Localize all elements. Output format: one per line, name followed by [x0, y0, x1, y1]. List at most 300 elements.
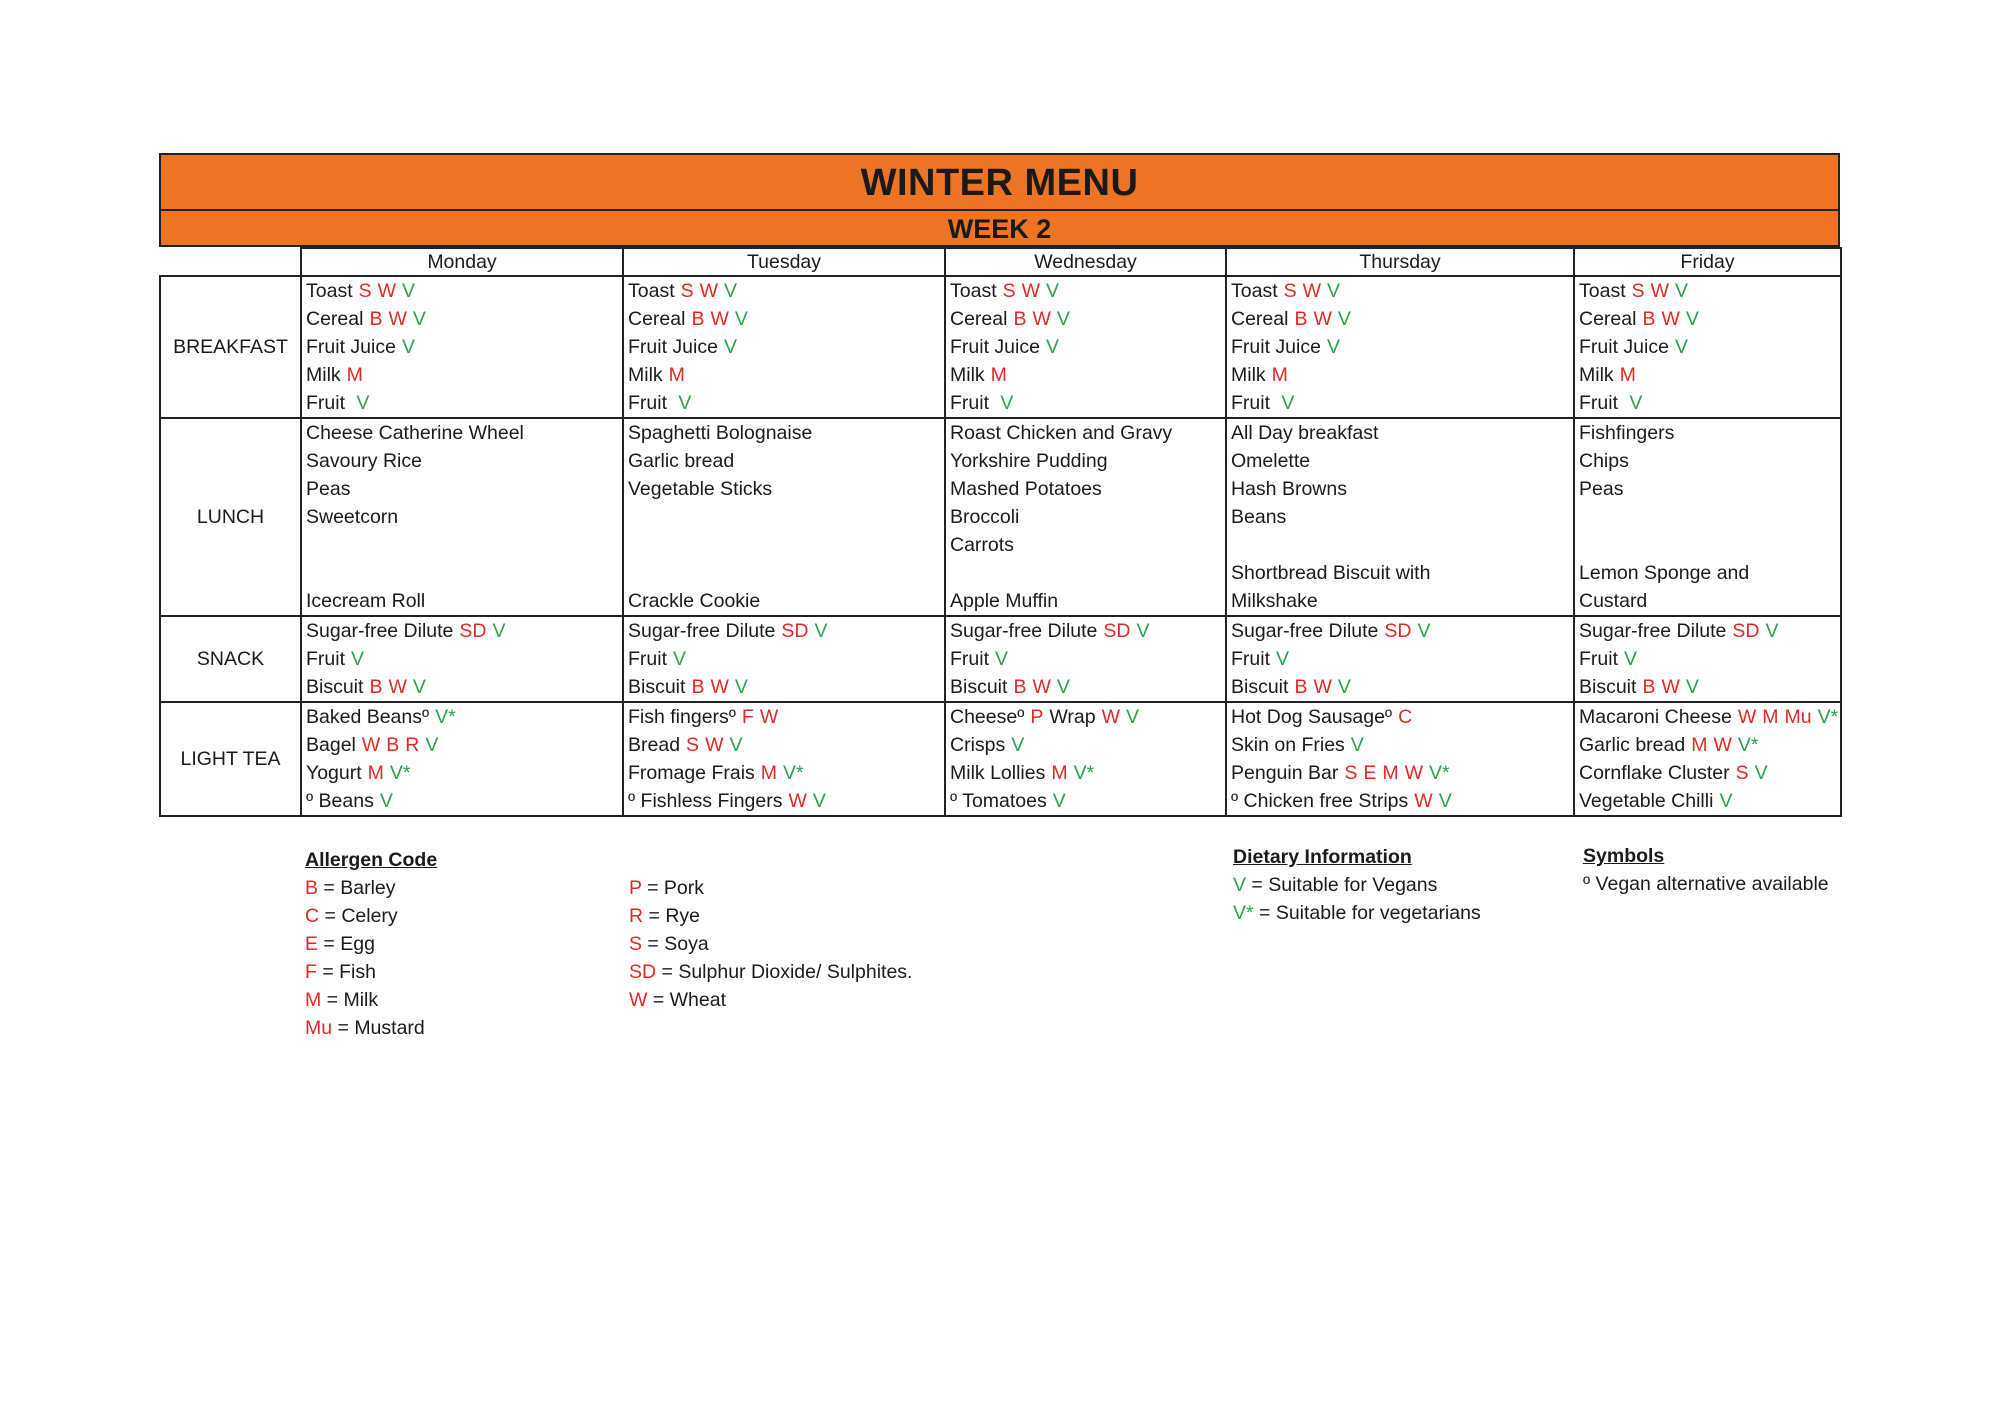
menu-item: [1231, 475, 1569, 503]
menu-item: [1231, 419, 1569, 447]
menu-item: [1231, 361, 1569, 389]
code-allergen: SD: [781, 620, 809, 642]
menu-item: [1231, 587, 1569, 615]
code-dietary: V: [1685, 308, 1699, 330]
legend-text: = Suitable for vegetarians: [1253, 902, 1481, 924]
code-allergen: M: [1051, 762, 1068, 784]
code-dietary: V: [1350, 734, 1364, 756]
code-dietary: V: [1136, 620, 1150, 642]
menu-item: [628, 731, 940, 759]
menu-item-name: Fishfingers: [1579, 422, 1675, 444]
code-allergen: M: [1271, 364, 1288, 386]
legend-code: F: [305, 961, 317, 983]
menu-item-name: Vegetable Sticks: [628, 478, 773, 500]
legend-code: V*: [1233, 902, 1254, 924]
menu-cell: [1226, 616, 1574, 702]
code-allergen: B: [1642, 676, 1656, 698]
menu-cell: [945, 616, 1226, 702]
code-allergen: W: [788, 790, 807, 812]
menu-item-name: Bread: [628, 734, 681, 756]
code-dietary: V: [1765, 620, 1779, 642]
menu-item: [306, 305, 618, 333]
menu-item-name: Roast Chicken and Gravy: [950, 422, 1173, 444]
menu-item: [1231, 645, 1569, 673]
code-dietary: V: [356, 392, 370, 414]
menu-item: [1231, 447, 1569, 475]
menu-item-name: Toast: [1231, 280, 1278, 302]
day-header: Tuesday: [623, 248, 945, 276]
menu-item: [1231, 617, 1569, 645]
menu-item-name: Skin on Fries: [1231, 734, 1345, 756]
code-allergen: W: [1414, 790, 1433, 812]
code-dietary: V: [401, 336, 415, 358]
menu-item: [1579, 703, 1839, 731]
cell-items: [1231, 277, 1569, 417]
menu-item-name: Fromage Frais: [628, 762, 755, 784]
symbols-heading: Symbols: [1583, 845, 1665, 867]
allergen-code-col2: [629, 874, 912, 1014]
menu-item-name: Biscuit: [1579, 676, 1637, 698]
code-allergen: B: [1294, 308, 1308, 330]
code-allergen: W: [1032, 308, 1051, 330]
menu-item: [1579, 361, 1836, 389]
code-allergen: W: [1101, 706, 1121, 728]
cell-items: [1231, 419, 1569, 615]
code-dietary: V: [1126, 706, 1140, 728]
menu-cell: [623, 616, 945, 702]
code-dietary: V: [1719, 790, 1733, 812]
menu-item: [1579, 305, 1836, 333]
menu-item-name: Cereal: [628, 308, 686, 330]
menu-item-name: All Day breakfast: [1231, 422, 1379, 444]
code-dietary: V: [995, 648, 1009, 670]
menu-item-name: Fruit: [628, 392, 673, 414]
legend-entry: [629, 986, 912, 1014]
code-dietary: V: [678, 392, 692, 414]
code-allergen: S: [680, 280, 694, 302]
menu-item: [950, 787, 1221, 815]
menu-item: [628, 389, 940, 417]
meal-row-breakfast: [160, 276, 1841, 418]
allergen-code-heading: Allergen Code: [305, 849, 438, 871]
menu-item: [306, 587, 618, 615]
code-allergen: W: [1302, 280, 1322, 302]
code-allergen: E: [1363, 762, 1377, 784]
code-allergen: S: [1735, 762, 1749, 784]
menu-item: [628, 419, 940, 447]
code-dietary: V: [814, 620, 828, 642]
dietary-heading: Dietary Information: [1233, 846, 1412, 868]
menu-cell: [1574, 616, 1841, 702]
menu-item-name: Milk Lollies: [950, 762, 1046, 784]
menu-item-name: Cereal: [1579, 308, 1637, 330]
menu-item: [1579, 277, 1836, 305]
code-allergen: W: [1737, 706, 1757, 728]
menu-item: [628, 277, 940, 305]
code-allergen: W: [1713, 734, 1732, 756]
menu-item-name: Crackle Cookie: [628, 590, 761, 612]
legend-code: E: [305, 933, 319, 955]
menu-item: [1231, 503, 1569, 531]
menu-item: [306, 419, 618, 447]
code-allergen: S: [686, 734, 700, 756]
cell-items: [306, 419, 618, 615]
code-allergen: W: [377, 280, 397, 302]
code-dietary: V: [1674, 336, 1688, 358]
menu-item: [950, 531, 1221, 559]
menu-table: [159, 247, 1842, 817]
legend-entry: [305, 902, 437, 930]
menu-item: [950, 731, 1221, 759]
menu-item-name: Chips: [1579, 450, 1629, 472]
code-dietary: V: [1046, 280, 1060, 302]
menu-item: [306, 673, 618, 701]
menu-item-name: º Beans: [306, 790, 374, 812]
legend-entry: [305, 986, 437, 1014]
legend-entry: [1233, 871, 1481, 899]
code-allergen: W: [1650, 280, 1670, 302]
menu-item: [628, 617, 940, 645]
menu-item: [306, 503, 618, 531]
legend-entry: [305, 958, 437, 986]
menu-cell: [1574, 276, 1841, 418]
menu-cell: [623, 276, 945, 418]
legend-text: = Pork: [641, 877, 704, 899]
menu-item-name: Shortbread Biscuit with: [1231, 562, 1431, 584]
legend-text: = Egg: [318, 933, 375, 955]
legend-entry: [629, 930, 912, 958]
menu-item-name: º Tomatoes: [950, 790, 1047, 812]
legend-text: = Suitable for Vegans: [1246, 874, 1438, 896]
menu-item: [950, 277, 1221, 305]
menu-item-name: Milkshake: [1231, 590, 1318, 612]
menu-item: [1231, 759, 1569, 787]
legend-code: W: [629, 989, 648, 1011]
menu-item: [1579, 333, 1836, 361]
menu-item-name: Savoury Rice: [306, 450, 422, 472]
code-dietary: V: [1000, 392, 1014, 414]
code-allergen: W: [1661, 308, 1680, 330]
meal-label: LUNCH: [160, 418, 301, 616]
code-allergen: W: [759, 706, 779, 728]
menu-item-name: Fruit: [950, 648, 989, 670]
code-dietary: V: [379, 790, 393, 812]
code-allergen: M: [1691, 734, 1708, 756]
menu-item: [950, 617, 1221, 645]
menu-title: WINTER MENU: [159, 153, 1840, 211]
code-allergen: B: [691, 308, 705, 330]
code-dietary: V: [492, 620, 506, 642]
code-allergen: W: [710, 676, 729, 698]
menu-item-name: Biscuit: [1231, 676, 1289, 698]
code-allergen: F: [741, 706, 754, 728]
menu-item: [628, 361, 940, 389]
code-dietary: V: [1629, 392, 1643, 414]
code-dietary: V: [425, 734, 439, 756]
code-allergen: W: [1313, 676, 1332, 698]
legend-code: P: [629, 877, 642, 899]
code-allergen: W: [1021, 280, 1041, 302]
menu-item-name: Fruit Juice: [1231, 336, 1321, 358]
menu-item: [950, 759, 1221, 787]
cell-items: [628, 419, 940, 615]
meal-label: SNACK: [160, 616, 301, 702]
code-allergen: B: [386, 734, 400, 756]
menu-item-name: Peas: [306, 478, 351, 500]
menu-item: [1231, 787, 1569, 815]
code-dietary: V*: [389, 762, 411, 784]
legend-text: = Celery: [319, 905, 398, 927]
menu-item: [628, 475, 940, 503]
cell-items: [628, 277, 940, 417]
menu-item-name: Fruit Juice: [306, 336, 396, 358]
cell-items: [306, 703, 618, 815]
legend-entry: [305, 1014, 437, 1042]
legend-code: M: [305, 989, 322, 1011]
code-dietary: V: [1675, 280, 1689, 302]
menu-item: [306, 731, 618, 759]
menu-cell: [945, 276, 1226, 418]
code-dietary: V*: [783, 762, 804, 784]
menu-item-name: Crisps: [950, 734, 1006, 756]
menu-item: [628, 447, 940, 475]
code-allergen: P: [1030, 706, 1044, 728]
cell-items: [1231, 703, 1569, 815]
meal-row-light-tea: [160, 702, 1841, 816]
menu-item-name: Cereal: [950, 308, 1008, 330]
code-dietary: V*: [1073, 762, 1095, 784]
menu-item-name: Hot Dog Sausageº: [1231, 706, 1393, 728]
menu-item-name: Broccoli: [950, 506, 1020, 528]
legend-entry: [305, 930, 437, 958]
menu-item-name: Fruit Juice: [628, 336, 718, 358]
menu-cell: [301, 276, 623, 418]
legend-text: = Barley: [318, 877, 396, 899]
code-allergen: M: [1619, 364, 1636, 386]
legend-text: = Milk: [321, 989, 379, 1011]
cell-items: [1231, 617, 1569, 701]
cell-items: [628, 703, 940, 815]
menu-item: [950, 645, 1221, 673]
menu-item: [306, 703, 618, 731]
legend-entry: [629, 958, 912, 986]
cell-items: [306, 277, 618, 417]
code-dietary: V: [402, 280, 416, 302]
menu-item-name: Fruit: [306, 392, 351, 414]
code-allergen: W: [1032, 676, 1051, 698]
menu-sheet: [159, 153, 1840, 817]
day-header: Wednesday: [945, 248, 1226, 276]
menu-item: [1579, 731, 1836, 759]
legend-entry: [305, 874, 437, 902]
menu-item: [1231, 559, 1569, 587]
cell-items: [950, 277, 1221, 417]
menu-item-name: Cheeseº: [950, 706, 1025, 728]
menu-item-name: Fish fingersº: [628, 706, 736, 728]
menu-item-name: Hash Browns: [1231, 478, 1347, 500]
code-dietary: V*: [1429, 762, 1450, 784]
menu-item: [1231, 389, 1569, 417]
menu-item: [1579, 645, 1836, 673]
legend-text: = Fish: [316, 961, 376, 983]
cell-items: [950, 617, 1221, 701]
legend-text: = Mustard: [332, 1017, 425, 1039]
menu-item: [1231, 277, 1569, 305]
code-dietary: V: [723, 336, 737, 358]
code-dietary: V: [812, 790, 826, 812]
menu-item-name: Apple Muffin: [950, 590, 1059, 612]
code-allergen: W: [361, 734, 381, 756]
code-allergen: SD: [1103, 620, 1131, 642]
spacer: [306, 531, 618, 587]
code-allergen: W: [388, 676, 407, 698]
cell-items: [950, 703, 1221, 815]
menu-item-name: Biscuit: [950, 676, 1008, 698]
meal-label: BREAKFAST: [160, 276, 301, 418]
menu-item: [628, 587, 940, 615]
menu-item-name: Fruit: [1579, 392, 1624, 414]
spacer: [950, 559, 1221, 587]
menu-item: [1231, 305, 1569, 333]
menu-item: [950, 389, 1221, 417]
code-dietary: V: [1056, 308, 1070, 330]
legend-entry: [1233, 899, 1481, 927]
menu-cell: [945, 702, 1226, 816]
code-dietary: V: [412, 676, 426, 698]
menu-item-name-cont: Wrap: [1049, 706, 1096, 728]
code-dietary: V: [729, 734, 743, 756]
menu-item-name: Spaghetti Bolognaise: [628, 422, 813, 444]
menu-item: [950, 587, 1221, 615]
corner-cell: [160, 248, 301, 276]
menu-item: [1579, 389, 1836, 417]
menu-item-name: Fruit Juice: [1579, 336, 1669, 358]
menu-item-name: Fruit: [628, 648, 667, 670]
menu-item: [950, 447, 1221, 475]
menu-cell: [623, 418, 945, 616]
code-allergen: S: [1002, 280, 1016, 302]
code-allergen: M: [668, 364, 685, 386]
code-allergen: W: [1661, 676, 1680, 698]
legend-code: R: [629, 905, 644, 927]
code-dietary: V: [1438, 790, 1452, 812]
menu-item-name: Fruit: [306, 648, 345, 670]
code-allergen: SD: [1732, 620, 1760, 642]
menu-item-name: Sugar-free Dilute: [950, 620, 1098, 642]
code-dietary: V: [1011, 734, 1025, 756]
menu-item-name: Fruit: [1231, 392, 1276, 414]
legend-code: SD: [629, 961, 657, 983]
menu-cell: [1226, 276, 1574, 418]
code-allergen: W: [699, 280, 719, 302]
code-allergen: S: [358, 280, 372, 302]
menu-item: [1579, 759, 1836, 787]
menu-item-name: Omelette: [1231, 450, 1311, 472]
code-dietary: V*: [435, 706, 456, 728]
legend-text: = Sulphur Dioxide/ Sulphites.: [656, 961, 913, 983]
spacer: [1579, 503, 1836, 559]
code-dietary: V: [1052, 790, 1066, 812]
menu-item-name: º Fishless Fingers: [628, 790, 783, 812]
menu-item: [628, 645, 940, 673]
day-header: Thursday: [1226, 248, 1574, 276]
menu-cell: [1226, 702, 1574, 816]
menu-cell: [301, 616, 623, 702]
legend-code: C: [305, 905, 320, 927]
menu-item: [1231, 673, 1569, 701]
menu-item: [1231, 703, 1569, 731]
code-dietary: V: [1685, 676, 1699, 698]
menu-item-name: Toast: [306, 280, 353, 302]
menu-item-name: Peas: [1579, 478, 1624, 500]
menu-item-name: Carrots: [950, 534, 1014, 556]
code-allergen: M: [1762, 706, 1779, 728]
allergen-code-col1: [305, 846, 437, 1042]
menu-cell: [1574, 702, 1841, 816]
menu-item-name: Cereal: [306, 308, 364, 330]
day-header-row: [160, 248, 1841, 276]
meal-label: LIGHT TEA: [160, 702, 301, 816]
code-dietary: V: [1754, 762, 1768, 784]
code-allergen: M: [760, 762, 778, 784]
menu-item-name: Sugar-free Dilute: [1231, 620, 1379, 642]
legend-code: S: [629, 933, 643, 955]
cell-items: [1579, 703, 1839, 815]
legend-code: B: [305, 877, 319, 899]
menu-item-name: Yogurt: [306, 762, 362, 784]
cell-items: [950, 419, 1221, 615]
menu-item-name: Fruit: [1231, 648, 1270, 670]
menu-item-name: Cereal: [1231, 308, 1289, 330]
menu-item-name: Sugar-free Dilute: [306, 620, 454, 642]
menu-item-name: Biscuit: [628, 676, 686, 698]
menu-item: [628, 703, 940, 731]
code-dietary: V: [1276, 648, 1290, 670]
menu-item: [306, 617, 618, 645]
menu-item-name: Garlic bread: [1579, 734, 1686, 756]
code-allergen: M: [990, 364, 1007, 386]
menu-item: [950, 673, 1221, 701]
menu-item-name: Milk: [950, 364, 985, 386]
menu-item: [950, 503, 1221, 531]
code-allergen: B: [1013, 308, 1027, 330]
code-allergen: M: [367, 762, 384, 784]
menu-item: [306, 759, 618, 787]
legend-text: = Rye: [643, 905, 700, 927]
menu-item: [628, 673, 940, 701]
cell-items: [306, 617, 618, 701]
menu-item-name: Toast: [950, 280, 997, 302]
code-dietary: V: [1326, 336, 1340, 358]
menu-item-name: Beans: [1231, 506, 1287, 528]
menu-item: [306, 447, 618, 475]
menu-item-name: Biscuit: [306, 676, 364, 698]
day-header: Friday: [1574, 248, 1841, 276]
code-allergen: W: [705, 734, 724, 756]
meal-row-lunch: [160, 418, 1841, 616]
menu-item: [950, 361, 1221, 389]
code-allergen: W: [388, 308, 407, 330]
spacer: [628, 503, 940, 587]
code-dietary: V: [734, 676, 748, 698]
menu-item: [950, 305, 1221, 333]
menu-cell: [945, 418, 1226, 616]
menu-item-name: Fruit: [950, 392, 995, 414]
code-allergen: B: [369, 308, 383, 330]
menu-item: [950, 703, 1221, 731]
menu-item: [628, 787, 940, 815]
menu-item-name: Toast: [628, 280, 675, 302]
